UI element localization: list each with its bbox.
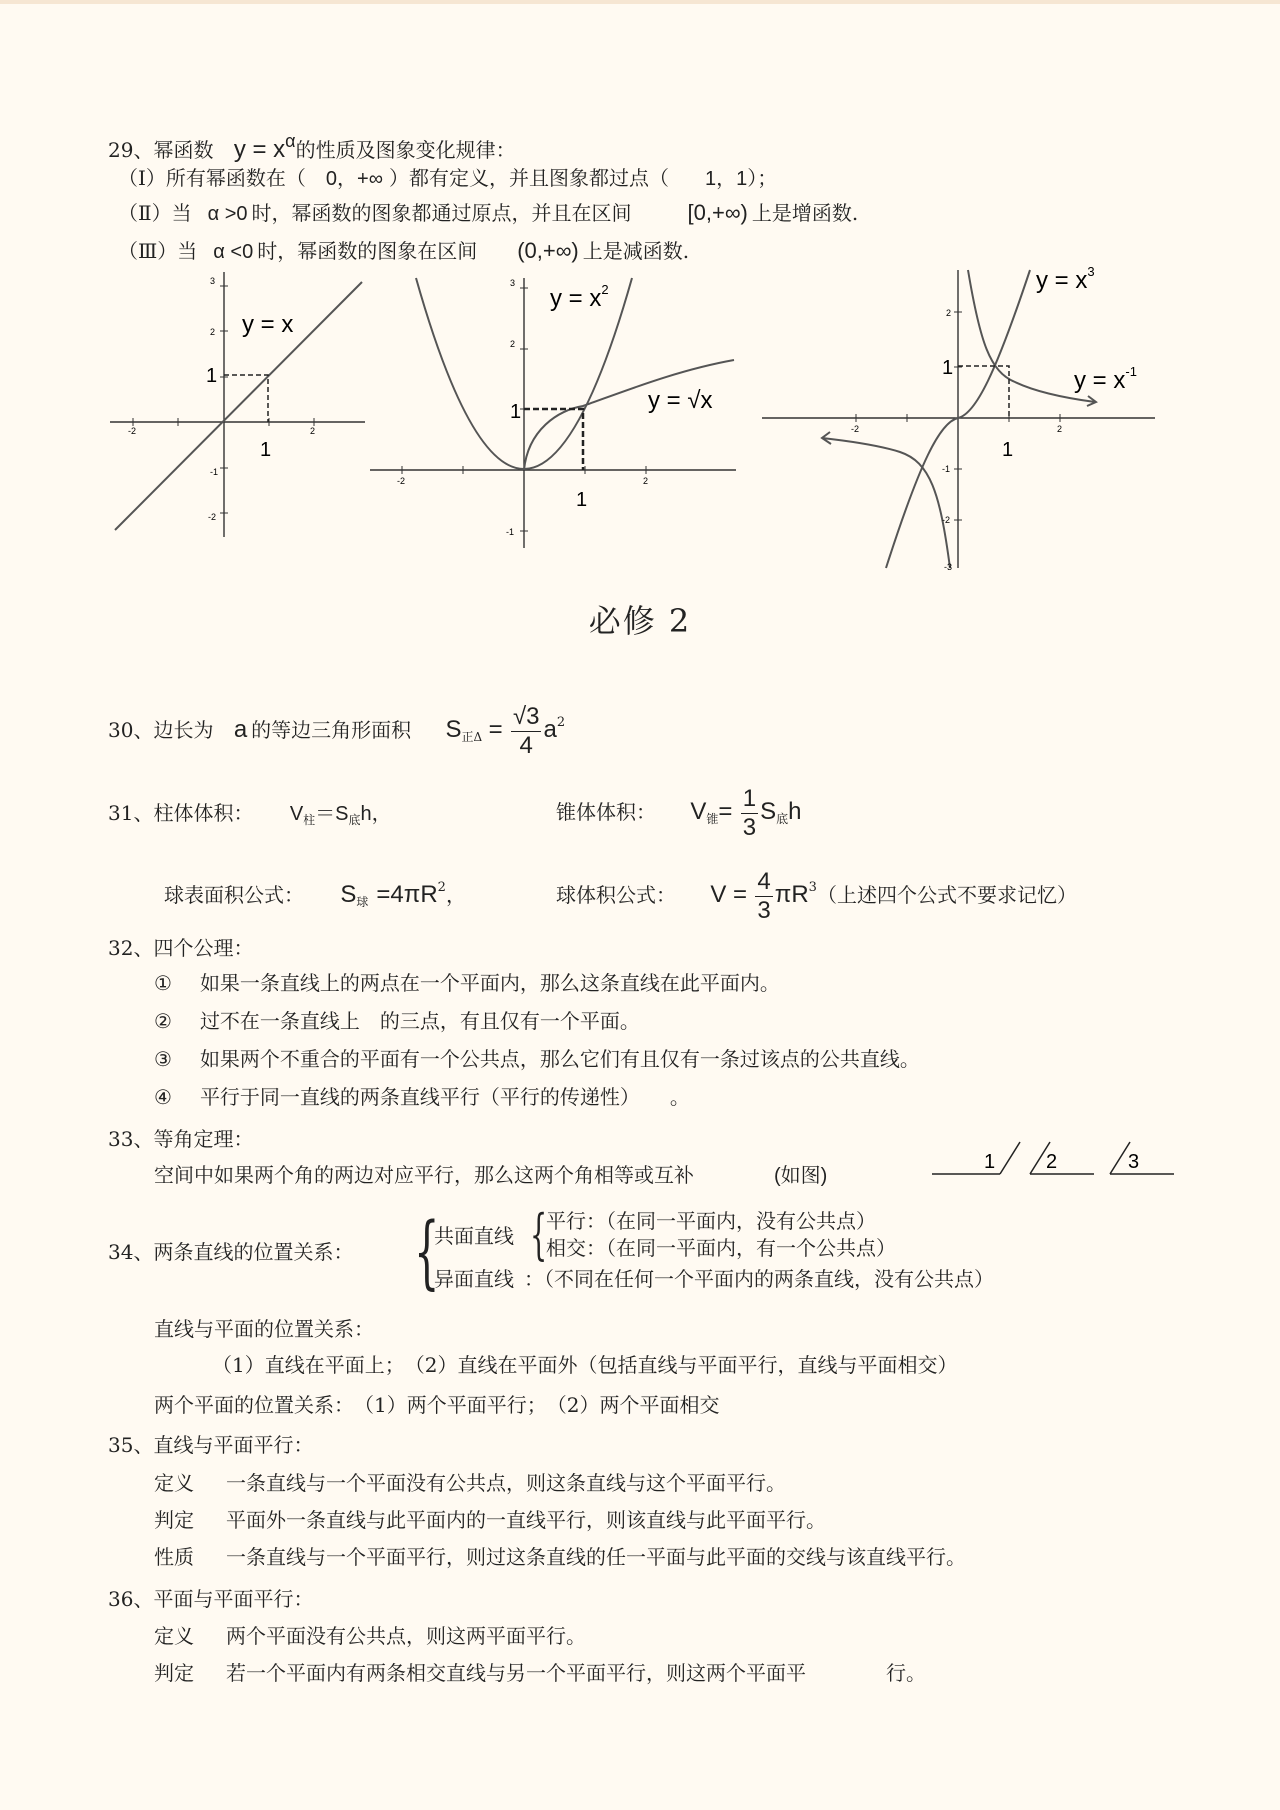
s29-formula-sup: α <box>285 131 296 151</box>
s32-n1: ① <box>154 971 172 995</box>
g3-tick-m1y: -1 <box>942 464 951 474</box>
s30-prefix: 30、边长为 <box>108 718 214 742</box>
g2-label-b: y = √x <box>648 387 713 414</box>
g3-tick-m2x: -2 <box>851 424 860 434</box>
g2-tick-m2x: -2 <box>397 476 406 486</box>
s34-lp-title: 直线与平面的位置关系： <box>154 1317 374 1341</box>
s31-v2-sub: 锥 <box>706 812 719 826</box>
s36-v1: 两个平面没有公共点，则这两平面平行。 <box>226 1624 586 1648</box>
s35-k2: 判定 <box>154 1508 194 1532</box>
s35-row-3 <box>154 1544 966 1570</box>
angle-label-1: 1 <box>984 1151 996 1173</box>
section-31-cone <box>556 776 802 848</box>
section-31-sphere-area <box>164 852 466 924</box>
s31-v1-eq: ＝S <box>315 803 349 825</box>
s32-item-3 <box>154 1046 920 1072</box>
s29-l3b: α <0 <box>213 241 254 263</box>
s36-k1: 定义 <box>154 1624 194 1648</box>
s29-suffix: 的性质及图象变化规律： <box>295 138 516 162</box>
s30-tail: a <box>543 716 557 743</box>
s32-t3: 如果两个不重合的平面有一个公共点，那么它们有且仅有一条过该点的公共直线。 <box>199 1047 920 1071</box>
s29-l3e: 上是减函数. <box>582 239 690 263</box>
s31-sa-tail: ， <box>445 883 466 907</box>
s29-formula: y = x <box>233 136 286 163</box>
s32-t1: 如果一条直线上的两点在一个平面内，那么这条直线在此平面内。 <box>199 971 780 995</box>
s36-v2: 若一个平面内有两条相交直线与另一个平面平行，则这两个平面平 行。 <box>226 1661 926 1685</box>
angle-label-2: 2 <box>1046 1151 1058 1173</box>
section-34-title: 34、两条直线的位置关系： <box>108 1240 354 1264</box>
s34-skew-desc: ：（不同在任何一个平面内的两条直线，没有公共点） <box>524 1267 994 1291</box>
g3-tick-m3y: -3 <box>944 562 953 572</box>
g3-label-a: $y = x^3$ <box>1036 264 1095 294</box>
g1-one-y: 1 <box>206 365 218 387</box>
g3-one-y: 1 <box>942 357 954 379</box>
section-32-title: 32、四个公理： <box>108 936 254 960</box>
section-36-title: 36、平面与平面平行： <box>108 1587 314 1611</box>
s31-sv-label: 球体积公式： <box>556 883 676 907</box>
s35-k1: 定义 <box>154 1471 194 1495</box>
s31-sa-eq: =4πR <box>376 881 438 908</box>
s32-t4: 平行于同一直线的两条直线平行（平行的传递性） 。 <box>199 1085 690 1109</box>
s31-sa: S <box>340 881 357 908</box>
section-31-row1 <box>108 780 392 846</box>
s34-intersect <box>546 1235 896 1261</box>
s34-parallel-desc: ：（在同一平面内，没有公共点） <box>586 1209 876 1233</box>
g1-tick-3: 3 <box>210 276 216 286</box>
s29-l3d: (0,+∞) <box>517 238 579 263</box>
s31-v1-sub: 柱 <box>303 813 316 827</box>
s31-v2-num: 1 <box>742 785 757 812</box>
s29-l1d: 1，1 <box>704 168 748 190</box>
g2-one-y: 1 <box>510 401 522 423</box>
s30-tail-sup: 2 <box>556 715 566 730</box>
s29-l2d: [0,+∞) <box>687 200 748 225</box>
s30-num: √3 <box>512 703 540 730</box>
s31-v2: V <box>690 798 707 825</box>
section-29-title <box>108 128 516 163</box>
s34-intersect-label: 相交 <box>546 1236 586 1260</box>
graph-y-equals-x <box>110 272 370 542</box>
section-30 <box>108 688 565 758</box>
s36-row-2 <box>154 1660 926 1686</box>
g2-tick-2y: 2 <box>510 339 516 349</box>
s35-v3: 一条直线与一个平面平行，则过这条直线的任一平面与此平面的交线与该直线平行。 <box>226 1545 966 1569</box>
brace-outer: { <box>414 1205 440 1298</box>
g1-label: y = x <box>242 311 294 338</box>
g3-tick-2y: 2 <box>946 308 952 318</box>
s33-ref: (如图) <box>774 1165 828 1187</box>
g1-tick-m2y: -2 <box>208 512 217 522</box>
s29-l2c: 时，幂函数的图象都通过原点，并且在区间 <box>251 201 632 225</box>
s29-l1c: ）都有定义，并且图象都过点（ <box>388 166 669 190</box>
s31-v1: V <box>289 803 304 825</box>
s35-row-1 <box>154 1470 786 1496</box>
g1-tick-2x: 2 <box>310 426 316 436</box>
s29-l2e: 上是增函数. <box>751 201 859 225</box>
s34-lp-items: （1）直线在平面上； （2）直线在平面外（包括直线与平面平行，直线与平面相交） <box>212 1353 958 1377</box>
s31-note: （上述四个公式不要求记忆） <box>816 883 1077 907</box>
s32-n3: ③ <box>154 1047 172 1071</box>
s34-skew-label: 异面直线 <box>434 1267 514 1291</box>
s34-parallel-label: 平行 <box>546 1209 586 1233</box>
s29-l2a: （Ⅱ）当 <box>118 201 192 225</box>
graph-y-x3-inverse <box>760 262 1160 572</box>
s31-sa-sup: 2 <box>437 880 446 895</box>
g3-tick-m2y: -2 <box>942 515 951 525</box>
s31-prefix: 31、柱体体积： <box>108 801 254 825</box>
s31-cone-label: 锥体体积： <box>556 800 656 824</box>
s31-sv-fraction <box>755 868 772 925</box>
section-35-title: 35、直线与平面平行： <box>108 1433 314 1457</box>
brace-inner: { <box>530 1203 548 1266</box>
s34-intersect-desc: ：（在同一平面内，有一个公共点） <box>586 1236 896 1260</box>
s33-text <box>154 1162 827 1189</box>
angle-label-3: 3 <box>1128 1151 1140 1173</box>
s35-row-2 <box>154 1507 826 1533</box>
s32-n2: ② <box>154 1009 172 1033</box>
g3-tick-2x: 2 <box>1057 424 1063 434</box>
s31-sa-label: 球表面积公式： <box>164 883 304 907</box>
s30-fraction <box>511 703 542 760</box>
s29-line-1 <box>118 165 777 192</box>
s29-l2b: α >0 <box>207 203 248 225</box>
g3-label-b: $y = x^{-1}$ <box>1074 364 1137 394</box>
s31-v1-sub2: 底 <box>348 813 361 827</box>
g2-tick-m1y: -1 <box>506 527 515 537</box>
s30-eq: = <box>488 716 503 743</box>
g2-label-a: $y = x^2$ <box>550 282 609 312</box>
g2-one-x: 1 <box>576 489 588 511</box>
s31-v2-h: h <box>788 798 802 825</box>
s29-prefix: 29、幂函数 <box>108 138 214 162</box>
s36-row-1 <box>154 1623 586 1649</box>
section-31-sphere-vol <box>556 852 1077 924</box>
s31-v1-tail: h， <box>360 803 392 825</box>
s31-sa-sub: 球 <box>356 895 369 909</box>
s36-k2: 判定 <box>154 1661 194 1685</box>
s30-mid: 的等边三角形面积 <box>251 718 412 742</box>
s34-skew <box>434 1266 994 1292</box>
s34-parallel <box>546 1208 876 1234</box>
s31-v2-sub2: 底 <box>776 812 789 826</box>
s30-S: S <box>445 716 462 743</box>
s29-l1e: ）； <box>747 166 778 190</box>
g1-tick-m1y: -1 <box>210 467 219 477</box>
s32-item-4 <box>154 1084 690 1110</box>
s30-den: 4 <box>519 732 533 759</box>
s35-v1: 一条直线与一个平面没有公共点，则这条直线与这个平面平行。 <box>226 1471 786 1495</box>
s31-sv-num: 4 <box>757 868 771 895</box>
s29-line-3 <box>118 238 689 265</box>
s35-v2: 平面外一条直线与此平面内的一直线平行，则该直线与此平面平行。 <box>226 1508 826 1532</box>
g1-one-x: 1 <box>260 439 272 461</box>
graph-y-x2-sqrt <box>368 270 740 552</box>
s29-l1b: 0，+∞ <box>325 168 383 190</box>
s29-line-2 <box>118 200 858 227</box>
s31-sv: V = <box>710 881 748 908</box>
s31-v2-eq: = <box>718 798 733 825</box>
s32-n4: ④ <box>154 1085 172 1109</box>
top-border <box>0 0 1280 4</box>
s31-sv-tail: πR <box>774 881 809 908</box>
s33-body: 空间中如果两个角的两边对应平行，那么这两个角相等或互补 <box>154 1163 694 1187</box>
s32-t2: 过不在一条直线上 的三点，有且仅有一个平面。 <box>199 1009 640 1033</box>
g3-one-x: 1 <box>1002 439 1014 461</box>
s30-S-sub: 正Δ <box>461 730 483 744</box>
g2-tick-3: 3 <box>510 278 516 288</box>
s32-item-2 <box>154 1008 640 1034</box>
s32-item-1 <box>154 970 780 996</box>
s31-sv-sup: 3 <box>808 880 817 895</box>
s31-v2-den: 3 <box>742 814 757 841</box>
s29-l3c: 时，幂函数的图象在区间 <box>257 239 478 263</box>
s29-l1a: （Ⅰ）所有幂函数在（ <box>118 166 306 190</box>
s34-pp: 两个平面的位置关系： （1）两个平面平行； （2）两个平面相交 <box>154 1393 720 1417</box>
s31-v2-fraction <box>741 785 758 842</box>
g1-tick-2y: 2 <box>210 327 216 337</box>
g2-tick-2x: 2 <box>643 476 649 486</box>
section-33-title: 33、等角定理： <box>108 1127 254 1151</box>
s30-a: a <box>233 716 248 743</box>
s31-v2-S: S <box>760 798 777 825</box>
s29-l3a: （Ⅲ）当 <box>118 239 198 263</box>
page-heading: 必修 2 <box>588 602 692 640</box>
equal-angle-figure <box>930 1132 1180 1182</box>
g1-tick-m2x: -2 <box>128 426 137 436</box>
s31-sv-den: 3 <box>757 897 771 924</box>
s35-k3: 性质 <box>154 1545 194 1569</box>
s34-coplanar: 共面直线 <box>434 1224 514 1248</box>
